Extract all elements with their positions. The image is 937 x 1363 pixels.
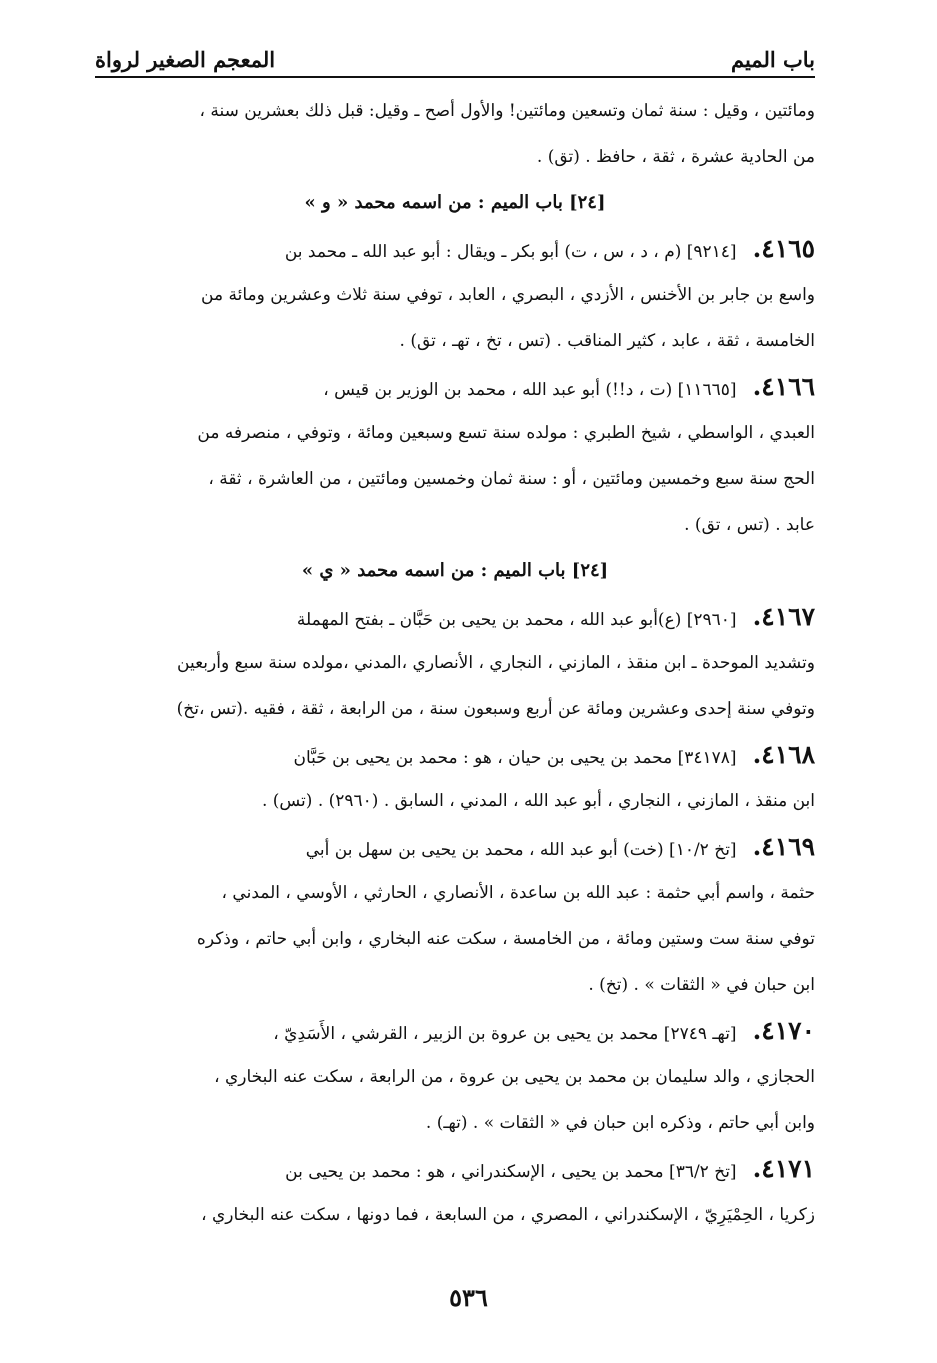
text-line: ابن حبان في « الثقات » . (تخ) . [588, 975, 815, 995]
entry-number: ٤١٧١. [752, 1154, 815, 1183]
text-line: العبدي ، الواسطي ، شيخ الطبري : مولده سنة تسع وسبعين ومائة ، وتوفي ، منصرفه من [197, 423, 815, 443]
entry-number: ٤١٦٨. [752, 740, 815, 769]
text-line: من الحادية عشرة ، ثقة ، حافظ . (تق) . [536, 147, 815, 167]
page-body [95, 88, 815, 1238]
text-line: وتشديد الموحدة ـ ابن منقذ ، المازني ، النجاري ، الأنصاري ،المدني ،مولده سنة سبع وأربعين [177, 653, 815, 673]
header-book-title: المعجم الصغير لرواة [95, 47, 276, 72]
entry-first-line [95, 226, 815, 272]
entry-first-line [95, 824, 815, 870]
entry-text: [تخ ١٠/٢] (خت) أبو عبد الله ، محمد بن يحيى بن سهل بن أبي [305, 840, 737, 860]
entry-text: [١١٦٦٥] (ت ، د!!) أبو عبد الله ، محمد بن الوزير بن قيس ، [323, 380, 737, 400]
entry-first-line [95, 364, 815, 410]
entry-first-line [95, 1146, 815, 1192]
entry-first-line [95, 732, 815, 778]
text-line: وتوفي سنة إحدى وعشرين ومائة عن أربع وسبعون سنة ، من الرابعة ، ثقة ، فقيه .(تس ،تخ) [176, 699, 815, 719]
text-line: حثمة ، واسم أبي حثمة : عبد الله بن ساعدة ، الأنصاري ، الحارثي ، الأوسي ، المدني ، [221, 883, 815, 903]
section-heading: [٢٤] باب الميم : من اسمه محمد « و » [304, 192, 606, 213]
text-line: ابن منقذ ، المازني ، النجاري ، أبو عبد الله ، المدني ، السابق . (٢٩٦٠) . (تس) . [261, 791, 815, 811]
text-line: واسع بن جابر بن الأخنس ، الأزدي ، البصري ، العابد ، توفي سنة ثلاث وعشرين ومائة من [201, 285, 815, 305]
entry-number: ٤١٦٩. [752, 832, 815, 861]
entry-text: [٣٤١٧٨] محمد بن يحيى بن حيان ، هو : محمد بن يحيى بن حَبَّان [293, 748, 737, 768]
page-number: ٥٣٦ [449, 1283, 488, 1312]
text-line: الحج سنة سبع وخمسين ومائتين ، أو : سنة ثمان وخمسين ومائتين ، من العاشرة ، ثقة ، [208, 469, 815, 489]
entry-first-line [95, 1008, 815, 1054]
header-chapter: باب الميم [730, 47, 815, 72]
entry-number: ٤١٦٥. [752, 234, 815, 263]
text-line: الخامسة ، ثقة ، عابد ، كثير المناقب . (تس ، تخ ، تهـ ، تق) . [399, 331, 815, 351]
page-header [95, 36, 815, 78]
entry-text: [تهـ ٢٧٤٩] محمد بن يحيى بن عروة بن الزبير ، القرشي ، الأَسَدِيّ ، [273, 1024, 737, 1044]
text-line: الحجازي ، والد سليمان بن محمد بن يحيى بن عروة ، من الرابعة ، سكت عنه البخاري ، [214, 1067, 815, 1087]
entry-first-line [95, 594, 815, 640]
text-line: وابن أبي حاتم ، وذكره ابن حبان في « الثقات » . (تهـ) . [425, 1113, 815, 1133]
entry-text: [٢٩٦٠] (ع)أبو عبد الله ، محمد بن يحيى بن حَبَّان ـ بفتح المهملة [296, 610, 737, 630]
text-line: توفي سنة ست وستين ومائة ، من الخامسة ، سكت عنه البخاري ، وابن أبي حاتم ، وذكره [196, 929, 815, 949]
entry-number: ٤١٦٦. [752, 372, 815, 401]
entry-text: [تخ ٣٦/٢] محمد بن يحيى ، الإسكندراني ، هو : محمد بن يحيى بن [285, 1162, 737, 1182]
text-line: زكريا ، الحِمْيَرِيّ ، الإسكندراني ، المصري ، من السابعة ، فما دونها ، سكت عنه البخاري ، [201, 1205, 815, 1225]
entry-number: ٤١٧٠. [752, 1016, 815, 1045]
entry-text: [٩٢١٤] (م ، د ، س ، ت) أبو بكر ـ ويقال : أبو عبد الله ـ محمد بن [284, 242, 737, 262]
section-heading: [٢٤] باب الميم : من اسمه محمد « ي » [301, 560, 609, 581]
text-line: ومائتين ، وقيل : سنة ثمان وتسعين ومائتين! والأول أصح ـ وقيل: قبل ذلك بعشرين سنة ، [199, 101, 815, 121]
entry-number: ٤١٦٧. [752, 602, 815, 631]
text-line: عابد . (تس ، تق) . [684, 515, 815, 535]
